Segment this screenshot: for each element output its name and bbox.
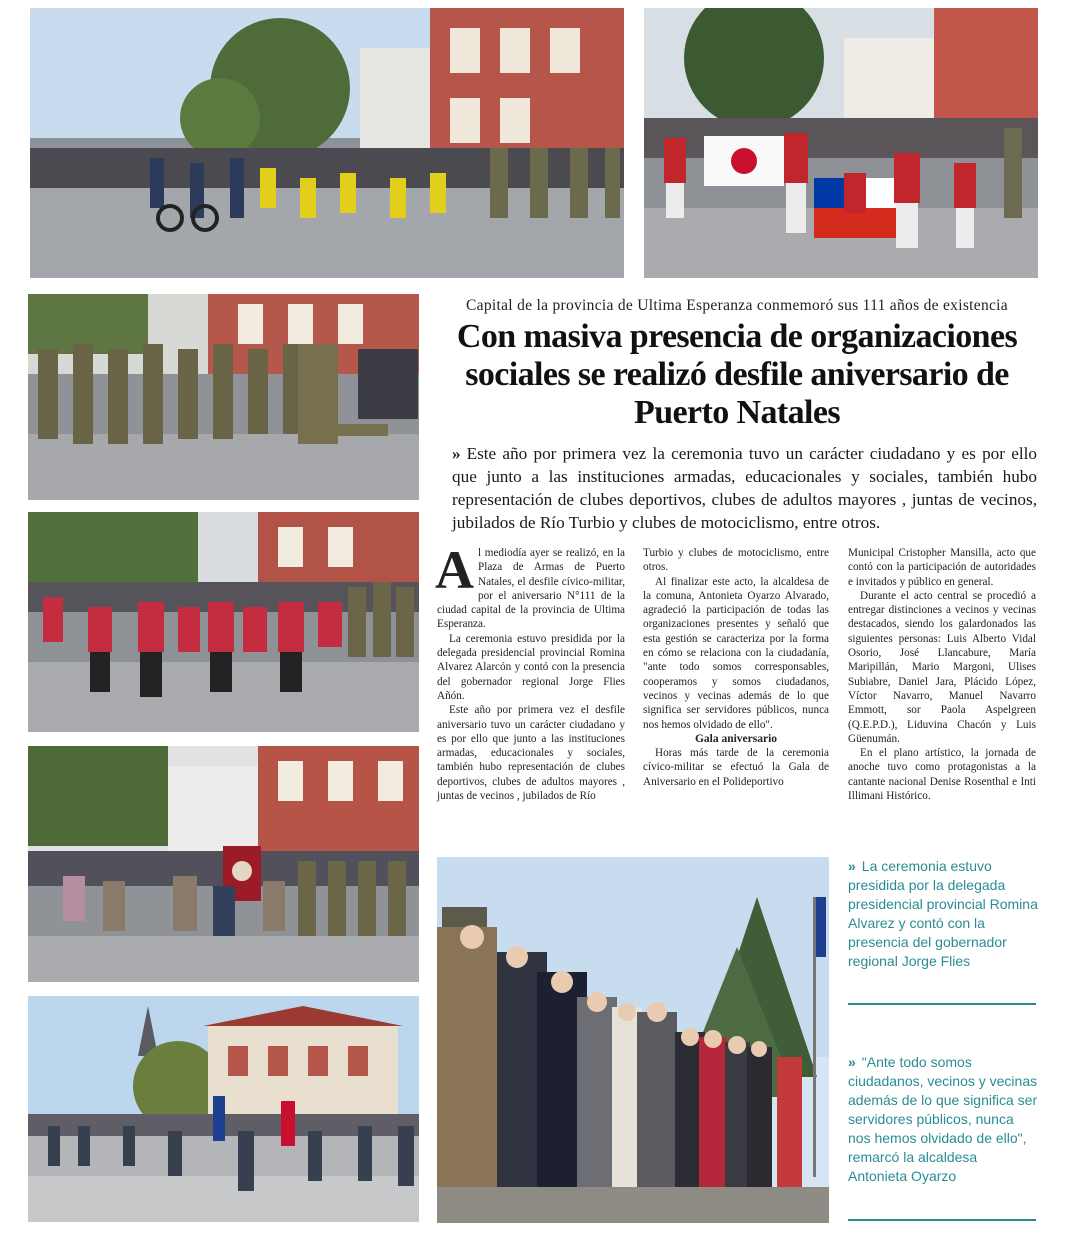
paragraph	[435, 540, 625, 632]
paragraph: Al finalizar este acto, la alcaldesa de la comuna, Antonieta Oyarzo Alvarado, agradeció la participación de todas las organizaciones presentes y señaló que esta gestión se caracteriza por la forma en cómo se relaciona con la ciudadanía, "ante todo somos corresponsables, cooperamos y somos ciudadanos, vecinos y vecinas además de lo que significa ser servidores públicos, nunca nos hemos olvidado de ello".	[643, 575, 829, 731]
article-column-3	[848, 546, 1036, 803]
photo-club-with-banner	[28, 746, 419, 982]
article-column-2	[643, 546, 829, 789]
paragraph: Durante el acto central se procedió a entregar distinciones a vecinos y vecinas destacados, siendo los galardonados las siguientes personas: Luis Alberto Vidal Osorio, José Llancabure, María Maripillán, Mario Margoni, Ulises Subiabre, Daniel Jara, Plácido López, Víctor Navarro, Manuel Navarro Emmott, sor Paola Aspelgreen (Q.E.P.D.), Liduvina Chacón y Luis Güenumán.	[848, 589, 1036, 745]
pull-quote-text: "Ante todo somos ciudadanos, vecinos y vecinas además de lo que significa ser servidores públicos, nunca nos hemos olvidado de ello", remarcó la alcaldesa Antonieta Oyarzo	[848, 1054, 1038, 1184]
paragraph: Horas más tarde de la ceremonia cívico-militar se efectuó la Gala de Aniversario en el Polideportivo	[643, 747, 829, 788]
lede-text: Este año por primera vez la ceremonia tuvo un carácter ciudadano y es por ello que junto a las instituciones armadas, educacionales y sociales, también hubo representación de clubes deportivos, clubes de adultos mayores , juntas de vecinos, jubilados de Río Turbio y clubes de motociclismo, entre otros.	[452, 444, 1037, 532]
paragraph: Este año por primera vez el desfile aniversario tuvo un carácter ciudadano y es por ello que junto a las instituciones armadas, educacionales y sociales, también hubo representación de clubes deportivos, clubes de adultos mayores , juntas de vecinos , jubilados de Río	[437, 704, 625, 803]
photo-students-with-flags	[644, 8, 1038, 278]
pull-quote-1	[848, 857, 1038, 971]
article-lede	[452, 442, 1037, 534]
photo-group-red-jackets	[28, 512, 419, 732]
article-kicker: Capital de la provincia de Ultima Esperanza conmemoró sus 111 años de existencia	[466, 297, 1008, 314]
photo-parade-children-motorbikes	[30, 8, 624, 278]
photo-authorities-stage	[437, 857, 829, 1223]
pull-quote-text: La ceremonia estuvo presidida por la delegada presidencial provincial Romina Alvarez y contó con la presencia del gobernador regional Jorge Flies	[848, 858, 1038, 969]
quote-marker-icon: »	[848, 858, 856, 874]
paragraph: Municipal Cristopher Mansilla, acto que contó con la participación de autoridades e invitados y público en general.	[848, 547, 1036, 588]
article-headline: Con masiva presencia de organizaciones sociales se realizó desfile aniversario de Puerto Natales	[456, 318, 1018, 431]
paragraph: Turbio y clubes de motociclismo, entre otros.	[643, 547, 829, 574]
paragraph: En el plano artístico, la jornada de anoche tuvo como protagonistas a la cantante nacional Denise Rosenthal e Inti Illimani Histórico.	[848, 747, 1036, 803]
section-subhead: Gala aniversario	[694, 732, 778, 745]
photo-church-and-flags	[28, 996, 419, 1222]
drop-cap: A	[435, 540, 474, 600]
divider	[848, 1003, 1036, 1005]
paragraph: La ceremonia estuvo presidida por la delegada presidencial provincial Romina Alvarez Alarcón y contó con la presencia del gobernador regional Jorge Flies Añón.	[437, 632, 625, 702]
paragraph-text: l mediodía ayer se realizó, en la Plaza de Armas de Puerto Natales, el desfile cívico-militar, por el aniversario N°111 de la ciudad capital de la provincia de Ultima Esperanza.	[437, 547, 625, 631]
article-column-1	[435, 540, 625, 803]
divider	[848, 1219, 1036, 1221]
photo-soldiers-marching	[28, 294, 419, 500]
pull-quote-2	[848, 1053, 1038, 1186]
lede-marker-icon: »	[452, 444, 461, 463]
quote-marker-icon: »	[848, 1054, 856, 1070]
